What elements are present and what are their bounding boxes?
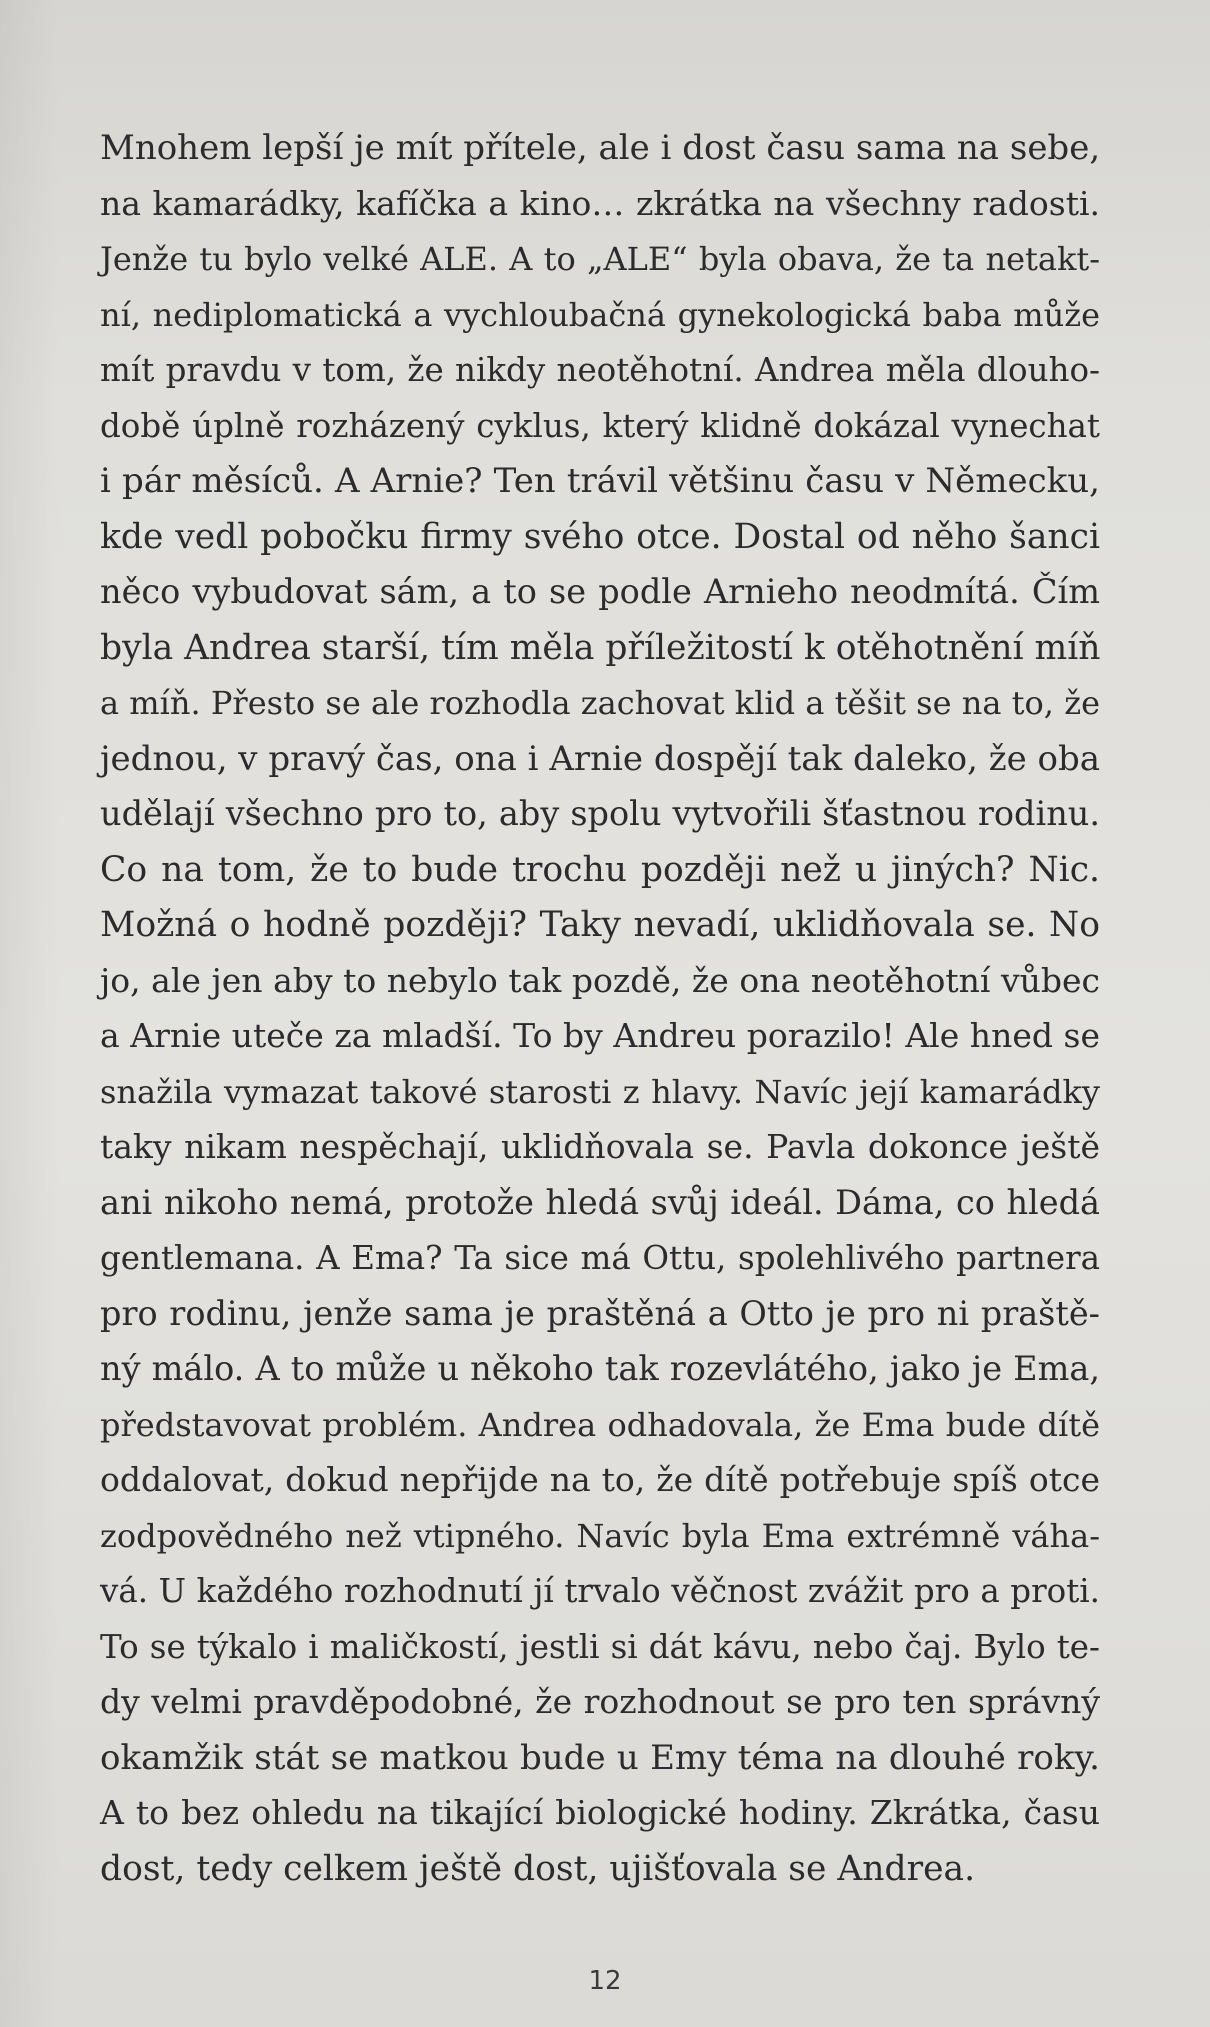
text-line: ani nikoho nemá, protože hledá svůj ideál. Dáma, co hledá [100, 1182, 1100, 1222]
text-line: ný málo. A to může u někoho tak rozevlátého, jako je Ema, [100, 1349, 1100, 1388]
text-line: představovat problém. Andrea odhadovala, že Ema bude dítě [100, 1405, 1100, 1444]
text-line: snažila vymazat takové starosti z hlavy. Navíc její kamarádky [100, 1072, 1100, 1111]
body-text [100, 128, 1100, 1908]
text-line: i pár měsíců. A Arnie? Ten trávil většinu času v Německu, [100, 461, 1100, 501]
text-line: A to bez ohledu na tikající biologické hodiny. Zkrátka, času [100, 1793, 1100, 1832]
text-line: Jenže tu bylo velké ALE. A to „ALE“ byla obava, že ta netakt- [100, 240, 1100, 278]
text-line: oddalovat, dokud nepřijde na to, že dítě potřebuje spíš otce [100, 1460, 1100, 1499]
page-shadow [0, 0, 60, 2027]
text-line: dy velmi pravděpodobné, že rozhodnout se pro ten správný [100, 1682, 1100, 1721]
text-line: na kamarádky, kafíčka a kino… zkrátka na všechny radosti. [100, 183, 1100, 223]
text-line: mít pravdu v tom, že nikdy neotěhotní. Andrea měla dlouho- [100, 351, 1100, 389]
text-line: Mnohem lepší je mít přítele, ale i dost času sama na sebe, [100, 128, 1101, 168]
text-line: udělají všechno pro to, aby spolu vytvořili šťastnou rodinu. [100, 794, 1100, 833]
text-line: vá. U každého rozhodnutí jí trvalo věčnost zvážit pro a proti. [100, 1572, 1100, 1610]
text-line: pro rodinu, jenže sama je praštěná a Otto je pro ni praště- [100, 1293, 1100, 1333]
text-line: jo, ale jen aby to nebylo tak pozdě, že ona neotěhotní vůbec [100, 960, 1100, 1000]
text-line: taky nikam nespěchají, uklidňovala se. Pavla dokonce ještě [100, 1127, 1100, 1166]
text-line: okamžik stát se matkou bude u Emy téma na dlouhé roky. [100, 1737, 1100, 1778]
text-line: To se týkalo i maličkostí, jestli si dát kávu, nebo čaj. Bylo te- [100, 1627, 1100, 1666]
text-line-last: dost, tedy celkem ještě dost, ujišťovala se Andrea. [100, 1848, 976, 1889]
text-line: něco vybudovat sám, a to se podle Arnieho neodmítá. Čím [100, 572, 1100, 611]
text-line: a míň. Přesto se ale rozhodla zachovat klid a těšit se na to, že [100, 684, 1100, 722]
text-line: zodpovědného než vtipného. Navíc byla Ema extrémně váha- [100, 1516, 1100, 1555]
text-line: gentlemana. A Ema? Ta sice má Ottu, spolehlivého partnera [100, 1239, 1100, 1277]
text-line: kde vedl pobočku firmy svého otce. Dostal od něho šanci [100, 516, 1100, 557]
text-line: byla Andrea starší, tím měla příležitostí k otěhotnění míň [100, 627, 1101, 668]
page-number: 12 [588, 1966, 622, 1996]
text-line: ní, nediplomatická a vychloubačná gynekologická baba může [100, 295, 1100, 334]
text-line: Možná o hodně později? Taky nevadí, uklidňovala se. No [100, 905, 1100, 945]
text-line: jednou, v pravý čas, ona i Arnie dospějí tak daleko, že oba [100, 738, 1101, 779]
text-line: Co na tom, že to bude trochu později než u jiných? Nic. [100, 849, 1100, 890]
text-line: a Arnie uteče za mladší. To by Andreu porazilo! Ale hned se [100, 1016, 1100, 1055]
text-line: době úplně rozházený cyklus, který klidně dokázal vynechat [100, 406, 1100, 445]
